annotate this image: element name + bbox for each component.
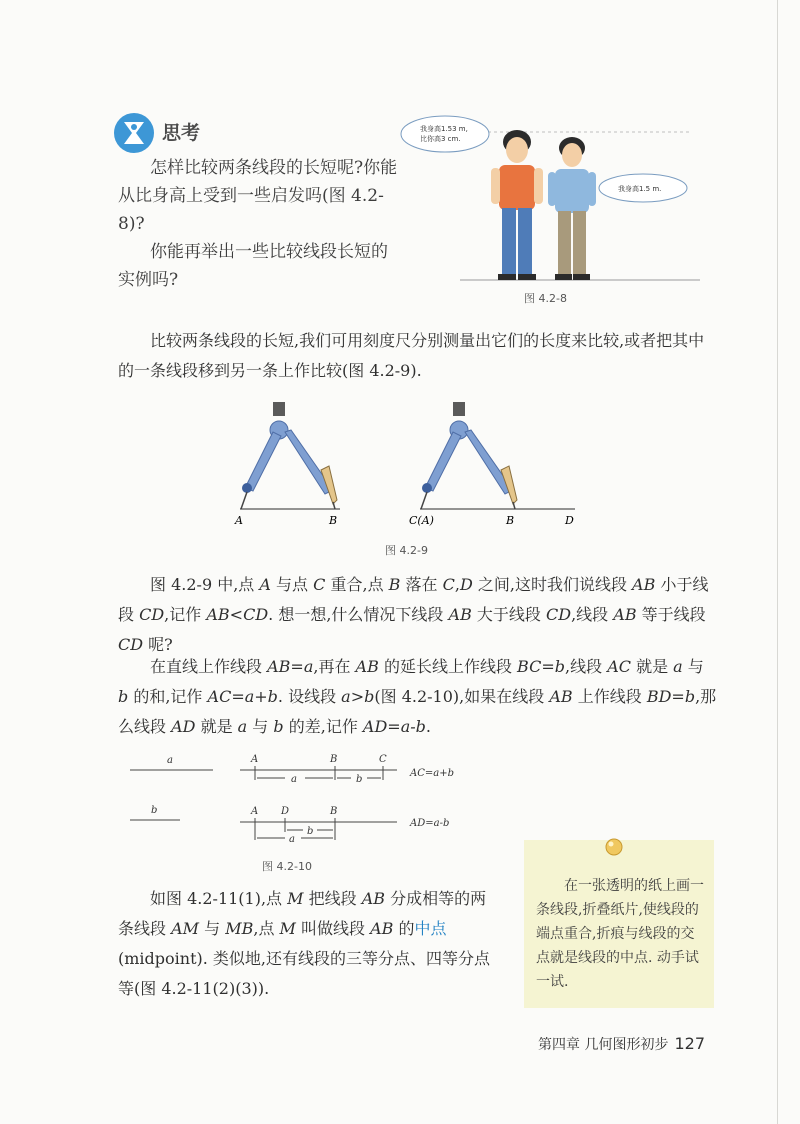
figure-4210-caption: 图 4.2-10 bbox=[262, 860, 312, 873]
bot-b: b bbox=[307, 826, 314, 837]
term-midpoint: 中点 bbox=[414, 919, 447, 938]
bubble-right: 我身高1.5 m. bbox=[618, 185, 662, 193]
bot-B: B bbox=[330, 806, 338, 817]
top-A: A bbox=[251, 754, 259, 765]
top-C: C bbox=[379, 754, 387, 765]
paragraph-ab-less-cd: 图 4.2-9 中,点 A 与点 C 重合,点 B 落在 C,D 之间,这时我们说线段 AB 小于线段 CD,记作 AB<CD. 想一想,什么情况下线段 AB 大于线段 CD,线段 AB 等于线段 CD 呢? bbox=[118, 575, 709, 654]
label-a: A bbox=[235, 514, 243, 527]
compass-figure bbox=[225, 396, 585, 532]
label-d: D bbox=[565, 514, 574, 527]
bot-D: D bbox=[281, 806, 290, 817]
label-b2: B bbox=[506, 514, 515, 527]
bot-eq: AD=a-b bbox=[410, 818, 450, 829]
top-B: B bbox=[330, 754, 338, 765]
paragraph-midpoint: 如图 4.2-11(1),点 M 把线段 AB 分成相等的两条线段 AM 与 MB,点 M 叫做线段 AB 的中点(midpoint). 类似地,还有线段的三等分点、四等分点等(图 4.2-11(2)(3)). bbox=[118, 889, 491, 998]
top-eq: AC=a+b bbox=[410, 768, 454, 779]
bot-a: a bbox=[289, 834, 295, 844]
compass-left bbox=[234, 402, 340, 527]
page-edge-line bbox=[777, 0, 778, 1124]
pin-icon bbox=[604, 836, 624, 858]
paragraph-sum-difference: 在直线上作线段 AB=a,再在 AB 的延长线上作线段 BC=b,线段 AC 就是 a 与 b 的和,记作 AC=a+b. 设线段 a>b(图 4.2-10),如果在线段 AB 上作线段 BD=b,那么线段 AD 就是 a 与 b 的差,记作 AD=a-b. bbox=[118, 657, 717, 736]
note-text: 在一张透明的纸上画一条线段,折叠纸片,使线段的端点重合,折痕与线段的交点就是线段的中点. 动手试一试. bbox=[536, 878, 704, 990]
page-number: 127 bbox=[674, 1034, 705, 1053]
bubble-left-line1: 我身高1.53 m, bbox=[420, 125, 468, 133]
label-b: B bbox=[329, 514, 338, 527]
top-b: b bbox=[356, 774, 363, 785]
bot-A: A bbox=[251, 806, 259, 817]
label-ca: C(A) bbox=[409, 514, 434, 527]
think-text bbox=[118, 154, 398, 294]
footer-chapter: 第四章 几何图形初步 bbox=[538, 1037, 669, 1053]
think-title: 思考 bbox=[162, 122, 201, 144]
person-short bbox=[548, 137, 596, 280]
page-footer bbox=[538, 1034, 705, 1054]
figure-428-caption: 图 4.2-8 bbox=[524, 292, 567, 305]
think-icon bbox=[113, 112, 155, 154]
seg-a-label: a bbox=[167, 755, 173, 766]
height-comparison-illustration bbox=[400, 110, 700, 310]
top-a: a bbox=[291, 774, 297, 785]
person-tall bbox=[491, 130, 543, 280]
segment-sum-difference-figure bbox=[125, 748, 485, 844]
think-question-1: 怎样比较两条线段的长短呢?你能从比身高上受到一些启发吗(图 4.2-8)? bbox=[118, 158, 398, 234]
seg-b-label: b bbox=[151, 805, 158, 816]
bubble-left-line2: 比你高3 cm. bbox=[420, 135, 461, 143]
figure-429-caption: 图 4.2-9 bbox=[385, 544, 428, 557]
think-question-2: 你能再举出一些比较线段长短的实例吗? bbox=[118, 242, 388, 290]
compass-right bbox=[409, 402, 575, 527]
paragraph-compare-segments: 比较两条线段的长短,我们可用刻度尺分别测量出它们的长度来比较,或者把其中的一条线段移到另一条上作比较(图 4.2-9). bbox=[118, 331, 705, 380]
